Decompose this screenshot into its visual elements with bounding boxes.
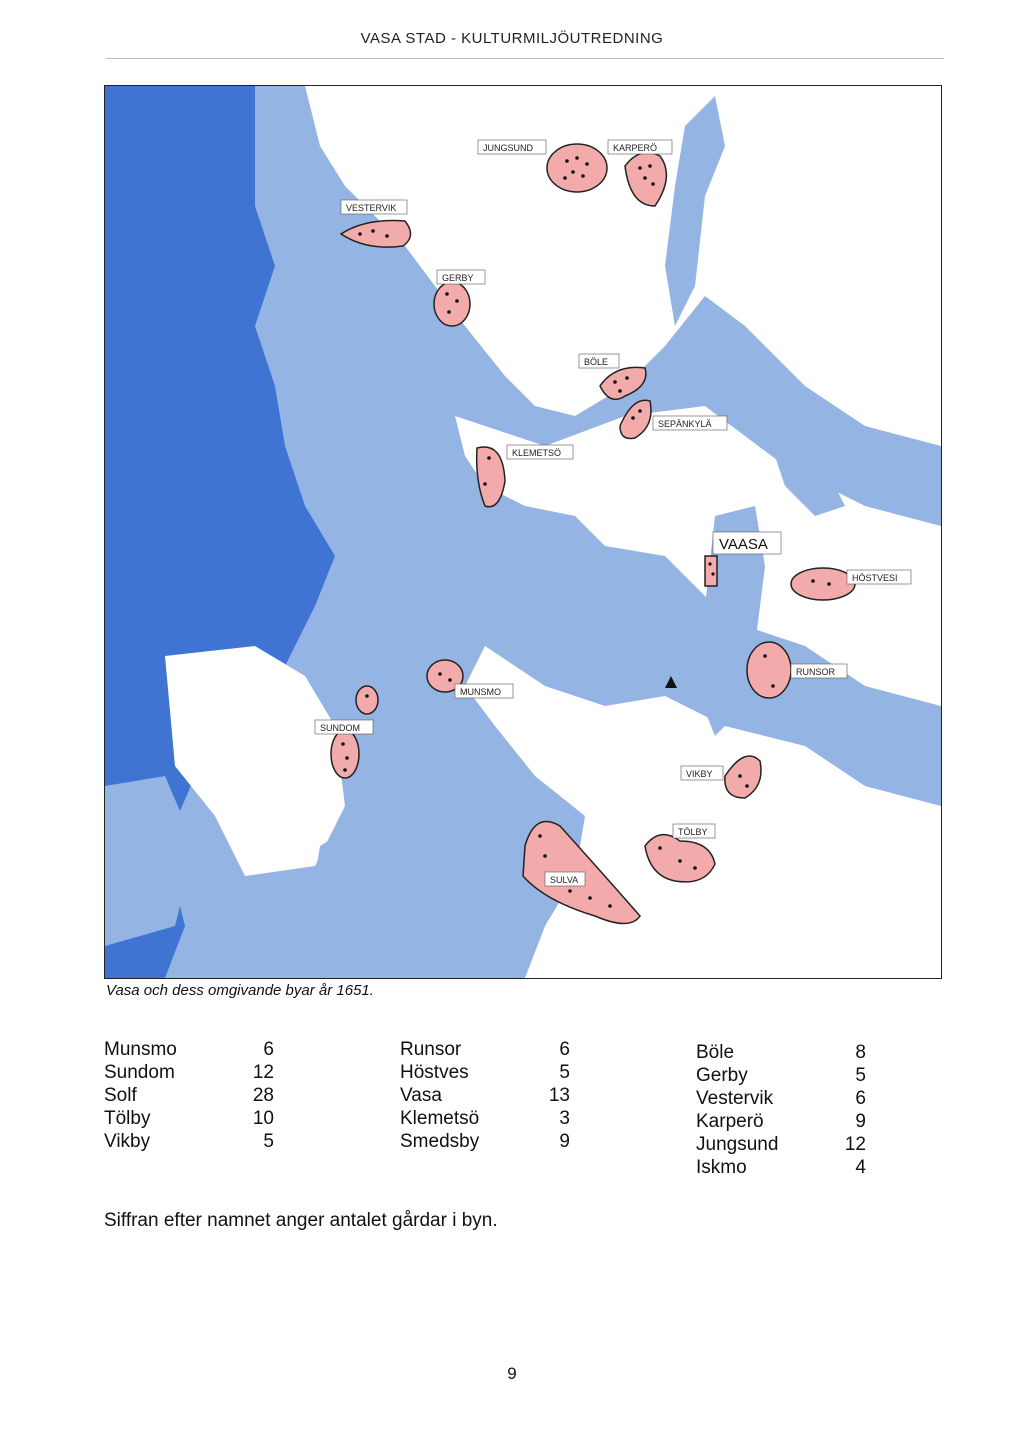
village-name: Vikby <box>104 1131 151 1152</box>
farm-count: 3 <box>559 1108 570 1129</box>
label-hostvesi: HÖSTVESI <box>852 573 898 583</box>
label-sepankyla: SEPÄNKYLÄ <box>658 419 712 429</box>
village-row <box>400 1038 570 1061</box>
village-name: Iskmo <box>696 1157 747 1178</box>
village-row <box>696 1041 866 1064</box>
farm-count-column-1 <box>104 1038 274 1153</box>
village-name: Böle <box>696 1042 735 1063</box>
page-number: 9 <box>507 1364 517 1383</box>
label-sulva: SULVA <box>550 875 579 885</box>
village-name: Gerby <box>696 1065 748 1086</box>
village-vaasa <box>705 556 717 586</box>
farm-count: 6 <box>855 1088 866 1109</box>
label-sundom: SUNDOM <box>320 723 360 733</box>
label-vestervik: VESTERVIK <box>346 203 397 213</box>
village-row <box>400 1084 570 1107</box>
farm-count: 8 <box>855 1042 866 1063</box>
village-solf-west <box>356 686 378 714</box>
label-gerby: GERBY <box>442 273 474 283</box>
village-runsor <box>747 642 791 698</box>
village-row <box>104 1084 274 1107</box>
village-name: Jungsund <box>696 1134 779 1155</box>
village-name: Smedsby <box>400 1131 480 1152</box>
farm-count: 5 <box>559 1062 570 1083</box>
village-sundom <box>331 730 359 778</box>
village-row <box>104 1130 274 1153</box>
table-note: Siffran efter namnet anger antalet gårdar i byn. <box>104 1210 498 1231</box>
label-munsmo: MUNSMO <box>460 687 501 697</box>
village-name: Runsor <box>400 1039 462 1060</box>
village-name: Klemetsö <box>400 1108 480 1129</box>
label-jungsund: JUNGSUND <box>483 143 534 153</box>
farm-count: 9 <box>855 1111 866 1132</box>
village-gerby <box>434 282 470 326</box>
farm-count-column-3 <box>696 1041 866 1179</box>
village-row <box>696 1133 866 1156</box>
village-name: Tölby <box>104 1108 151 1129</box>
village-name: Vasa <box>400 1085 442 1106</box>
label-klemetso: KLEMETSÖ <box>512 448 562 458</box>
farm-count: 6 <box>559 1039 570 1060</box>
label-bole: BÖLE <box>584 357 609 367</box>
farm-count: 4 <box>855 1157 866 1178</box>
village-hostvesi <box>791 568 855 600</box>
farm-count-column-2 <box>400 1038 570 1153</box>
farm-count: 28 <box>252 1085 274 1106</box>
village-name: Munsmo <box>104 1039 177 1060</box>
village-name: Solf <box>104 1085 137 1106</box>
village-row <box>696 1087 866 1110</box>
village-row <box>400 1130 570 1153</box>
village-row <box>696 1064 866 1087</box>
label-vikby: VIKBY <box>686 769 713 779</box>
label-runsor: RUNSOR <box>796 667 836 677</box>
page-header: VASA STAD - KULTURMILJÖUTREDNING <box>360 30 664 47</box>
farm-count: 5 <box>263 1131 274 1152</box>
map-caption: Vasa och dess omgivande byar år 1651. <box>106 982 374 999</box>
village-row <box>104 1061 274 1084</box>
map-svg <box>105 86 941 978</box>
village-row <box>696 1110 866 1133</box>
village-name: Sundom <box>104 1062 175 1083</box>
village-name: Höstves <box>400 1062 469 1083</box>
header-rule <box>106 58 944 59</box>
village-name: Karperö <box>696 1111 764 1132</box>
village-row <box>104 1038 274 1061</box>
village-jungsund <box>547 144 607 192</box>
farm-count: 13 <box>548 1085 570 1106</box>
farm-count: 5 <box>855 1065 866 1086</box>
village-row <box>696 1156 866 1179</box>
label-karpero: KARPERÖ <box>613 143 658 153</box>
village-row <box>400 1107 570 1130</box>
farm-count: 12 <box>844 1134 866 1155</box>
village-row <box>104 1107 274 1130</box>
farm-count: 6 <box>263 1039 274 1060</box>
village-row <box>400 1061 570 1084</box>
label-vaasa: VAASA <box>719 536 768 553</box>
label-tolby: TÖLBY <box>678 827 708 837</box>
village-name: Vestervik <box>696 1088 774 1109</box>
farm-count: 10 <box>252 1108 274 1129</box>
farm-count: 9 <box>559 1131 570 1152</box>
village-map <box>104 85 942 979</box>
farm-count: 12 <box>252 1062 274 1083</box>
